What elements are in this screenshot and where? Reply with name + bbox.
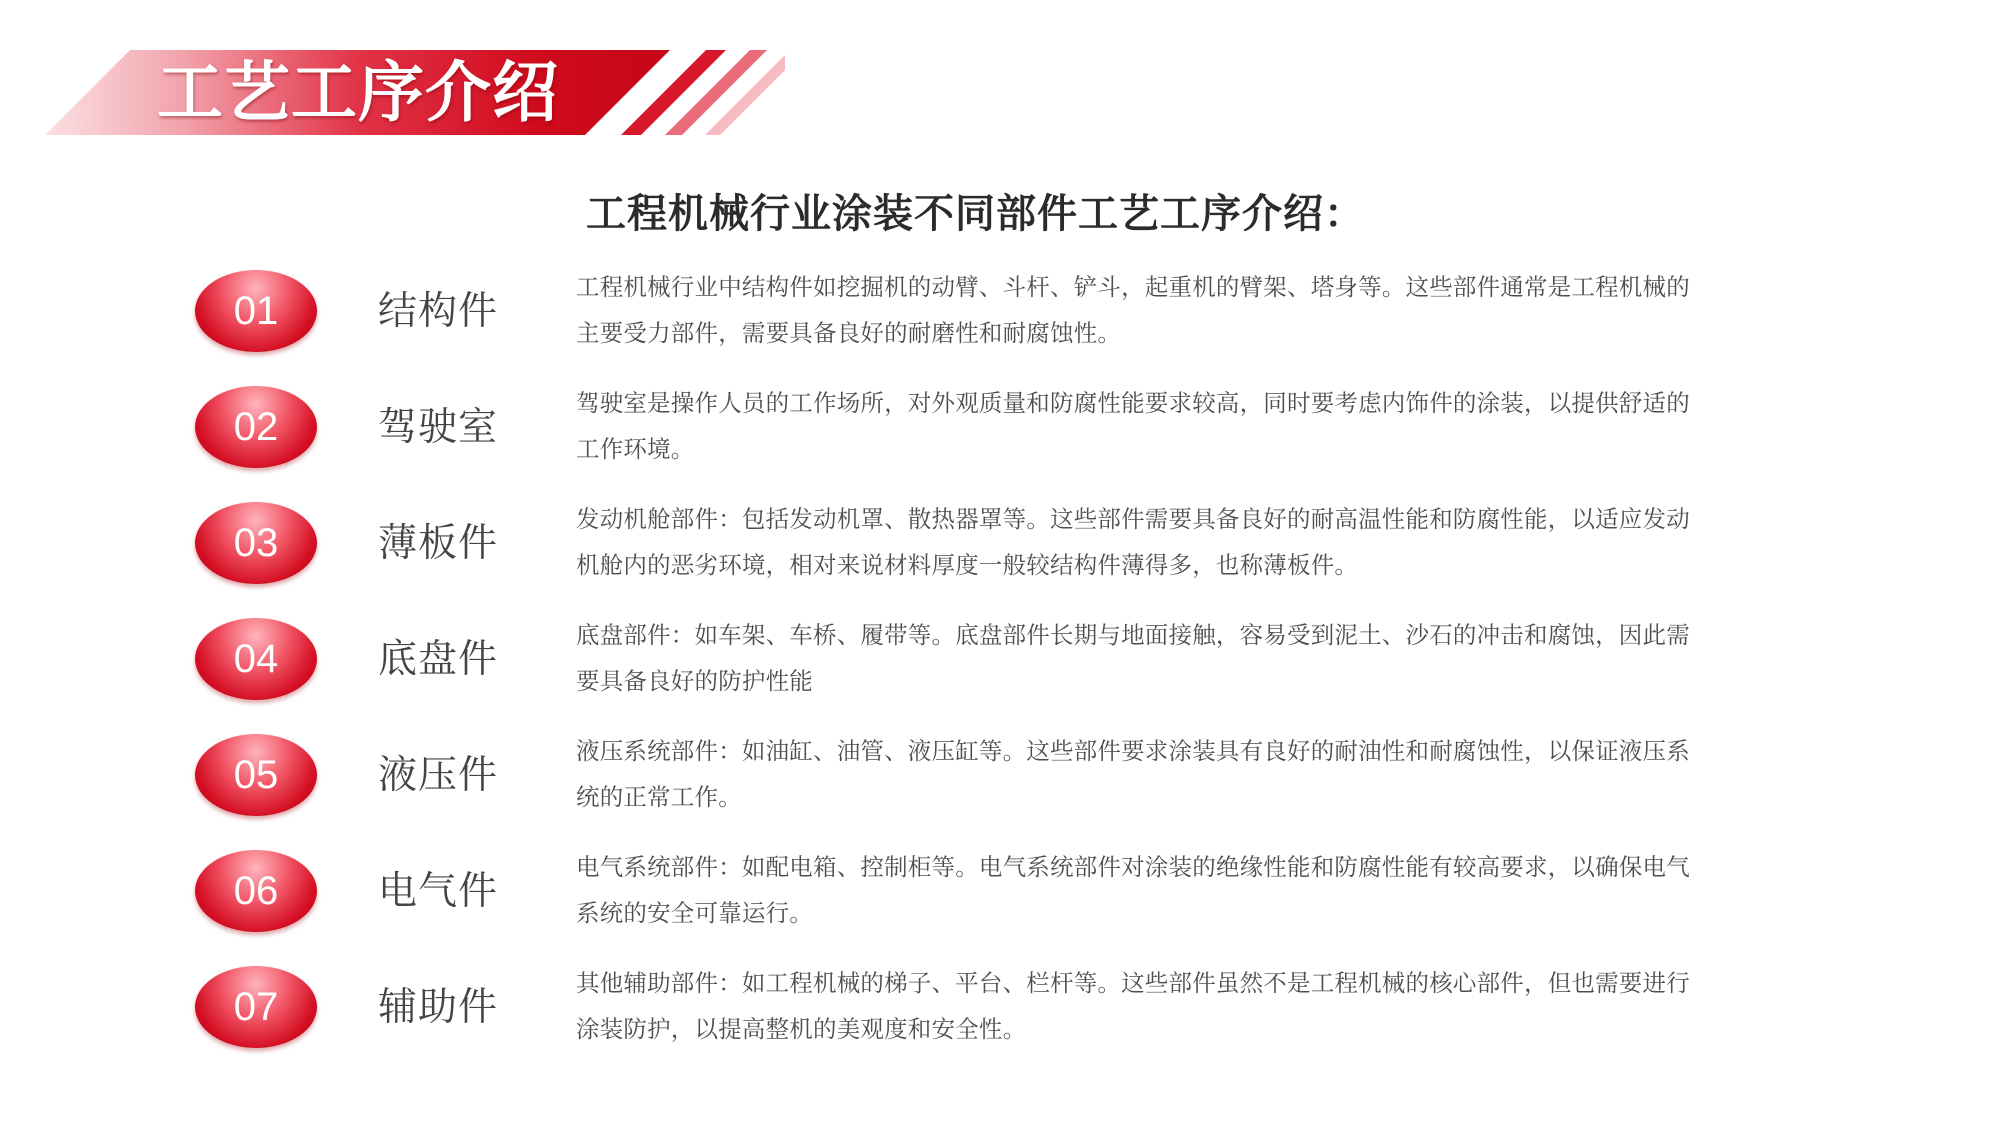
part-description: 其他辅助部件：如工程机械的梯子、平台、栏杆等。这些部件虽然不是工程机械的核心部件，但也需要进行涂装防护，以提高整机的美观度和安全性。 <box>576 969 1690 1043</box>
number-label: 06 <box>233 869 279 913</box>
number-badge <box>195 618 317 700</box>
part-name: 液压件 <box>378 753 499 798</box>
number-badge <box>195 850 317 932</box>
process-list <box>0 262 2000 1074</box>
number-badge <box>195 734 317 816</box>
part-name: 电气件 <box>378 869 499 914</box>
part-name: 底盘件 <box>378 637 499 682</box>
process-item-02 <box>0 378 2000 494</box>
part-name: 辅助件 <box>378 985 499 1030</box>
part-name: 薄板件 <box>378 521 499 566</box>
part-description: 工程机械行业中结构件如挖掘机的动臂、斗杆、铲斗，起重机的臂架、塔身等。这些部件通常是工程机械的主要受力部件，需要具备良好的耐磨性和耐腐蚀性。 <box>576 273 1690 347</box>
number-label: 01 <box>233 289 279 333</box>
part-description: 驾驶室是操作人员的工作场所，对外观质量和防腐性能要求较高，同时要考虑内饰件的涂装，以提供舒适的工作环境。 <box>576 389 1690 463</box>
number-label: 04 <box>233 637 279 681</box>
title-banner <box>45 50 785 135</box>
process-item-01 <box>0 262 2000 378</box>
part-description: 液压系统部件：如油缸、油管、液压缸等。这些部件要求涂装具有良好的耐油性和耐腐蚀性，以保证液压系统的正常工作。 <box>576 737 1690 811</box>
number-badge <box>195 386 317 468</box>
process-item-05 <box>0 726 2000 842</box>
process-item-07 <box>0 958 2000 1074</box>
banner-title: 工艺工序介绍 <box>157 54 559 131</box>
number-label: 02 <box>233 405 279 449</box>
number-badge <box>195 270 317 352</box>
number-badge <box>195 966 317 1048</box>
number-label: 07 <box>233 985 279 1029</box>
process-item-06 <box>0 842 2000 958</box>
part-name: 驾驶室 <box>378 405 499 450</box>
number-label: 05 <box>233 753 279 797</box>
process-item-03 <box>0 494 2000 610</box>
page-heading: 工程机械行业涂装不同部件工艺工序介绍： <box>586 191 1365 237</box>
number-badge <box>195 502 317 584</box>
part-description: 底盘部件：如车架、车桥、履带等。底盘部件长期与地面接触，容易受到泥土、沙石的冲击和腐蚀，因此需要具备良好的防护性能 <box>576 621 1690 695</box>
process-item-04 <box>0 610 2000 726</box>
part-description: 电气系统部件：如配电箱、控制柜等。电气系统部件对涂装的绝缘性能和防腐性能有较高要求，以确保电气系统的安全可靠运行。 <box>576 853 1690 927</box>
part-description: 发动机舱部件：包括发动机罩、散热器罩等。这些部件需要具备良好的耐高温性能和防腐性能，以适应发动机舱内的恶劣环境，相对来说材料厚度一般较结构件薄得多，也称薄板件。 <box>576 505 1690 579</box>
part-name: 结构件 <box>378 289 499 334</box>
number-label: 03 <box>233 521 279 565</box>
